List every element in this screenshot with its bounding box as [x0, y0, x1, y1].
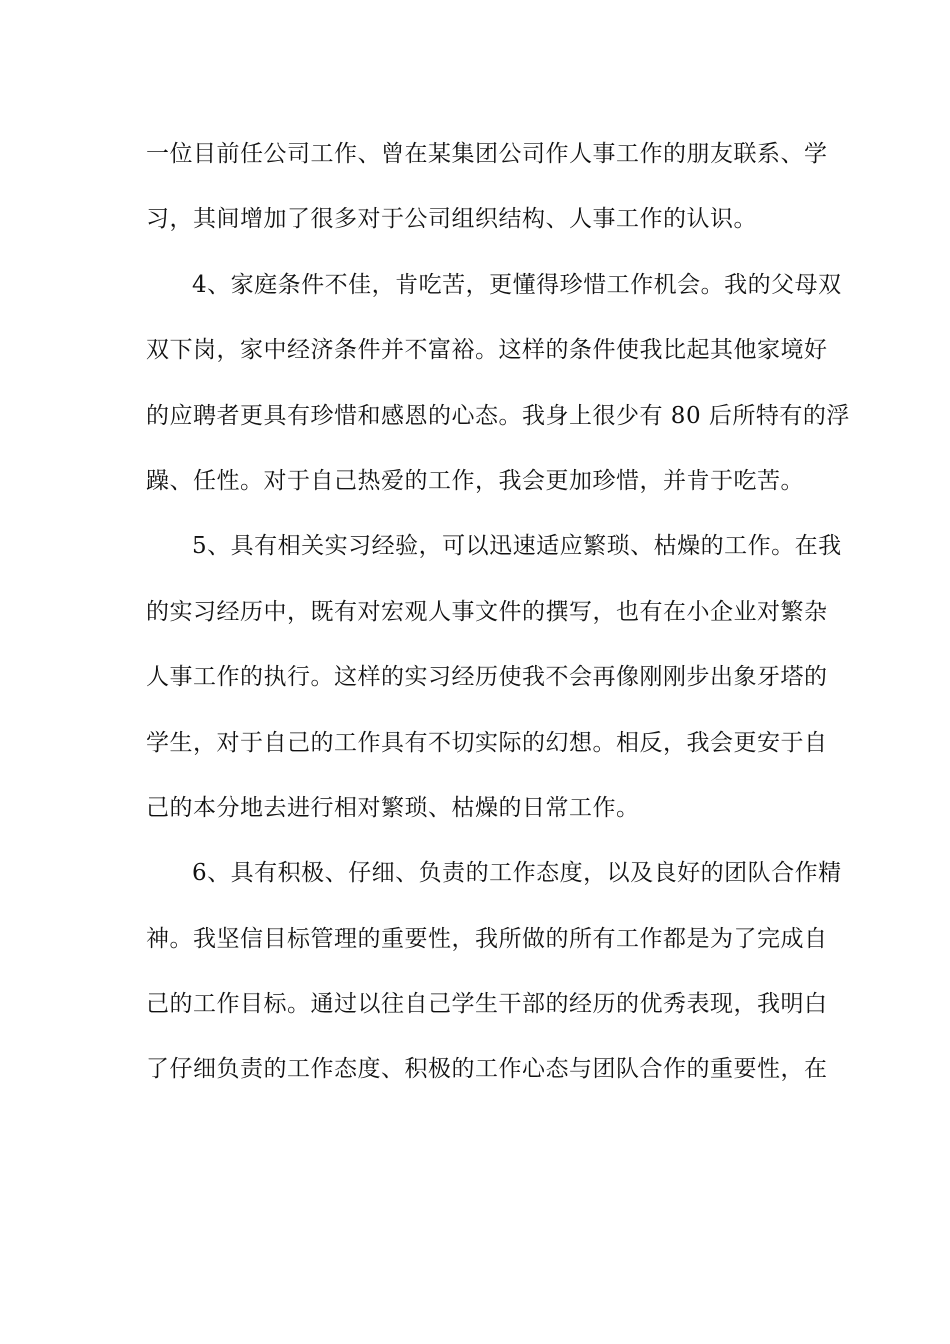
- text-line: 一位目前任公司工作、曾在某集团公司作人事工作的朋友联系、学: [146, 141, 828, 167]
- text-line: 躁、任性。对于自己热爱的工作，我会更加珍惜，并肯于吃苦。: [146, 467, 804, 494]
- paragraph-6-start: 6、具有积极、仔细、负责的工作态度，以及良好的团队合作精: [192, 860, 842, 887]
- paragraph-5-start: 5、具有相关实习经验，可以迅速适应繁琐、枯燥的工作。在我: [192, 533, 842, 560]
- text-line: 了仔细负责的工作态度、积极的工作心态与团队合作的重要性，在: [146, 1056, 828, 1083]
- text-line: 己的本分地去进行相对繁琐、枯燥的日常工作。: [146, 794, 640, 821]
- paragraph-4-start: 4、家庭条件不佳，肯吃苦，更懂得珍惜工作机会。我的父母双: [192, 271, 842, 298]
- text-line: 习，其间增加了很多对于公司组织结构、人事工作的认识。: [146, 206, 757, 233]
- text-line: 人事工作的执行。这样的实习经历使我不会再像刚刚步出象牙塔的: [146, 664, 828, 691]
- body-text: [146, 130, 850, 1111]
- text-line: 的应聘者更具有珍惜和感恩的心态。我身上很少有 80 后所特有的浮: [146, 402, 850, 429]
- text-line: 己的工作目标。通过以往自己学生干部的经历的优秀表现，我明白: [146, 991, 828, 1018]
- text-line: 学生，对于自己的工作具有不切实际的幻想。相反，我会更安于自: [146, 729, 828, 756]
- text-line: 的实习经历中，既有对宏观人事文件的撰写，也有在小企业对繁杂: [146, 598, 828, 625]
- text-line: 双下岗，家中经济条件并不富裕。这样的条件使我比起其他家境好: [146, 337, 828, 364]
- text-line: 神。我坚信目标管理的重要性，我所做的所有工作都是为了完成自: [146, 925, 828, 952]
